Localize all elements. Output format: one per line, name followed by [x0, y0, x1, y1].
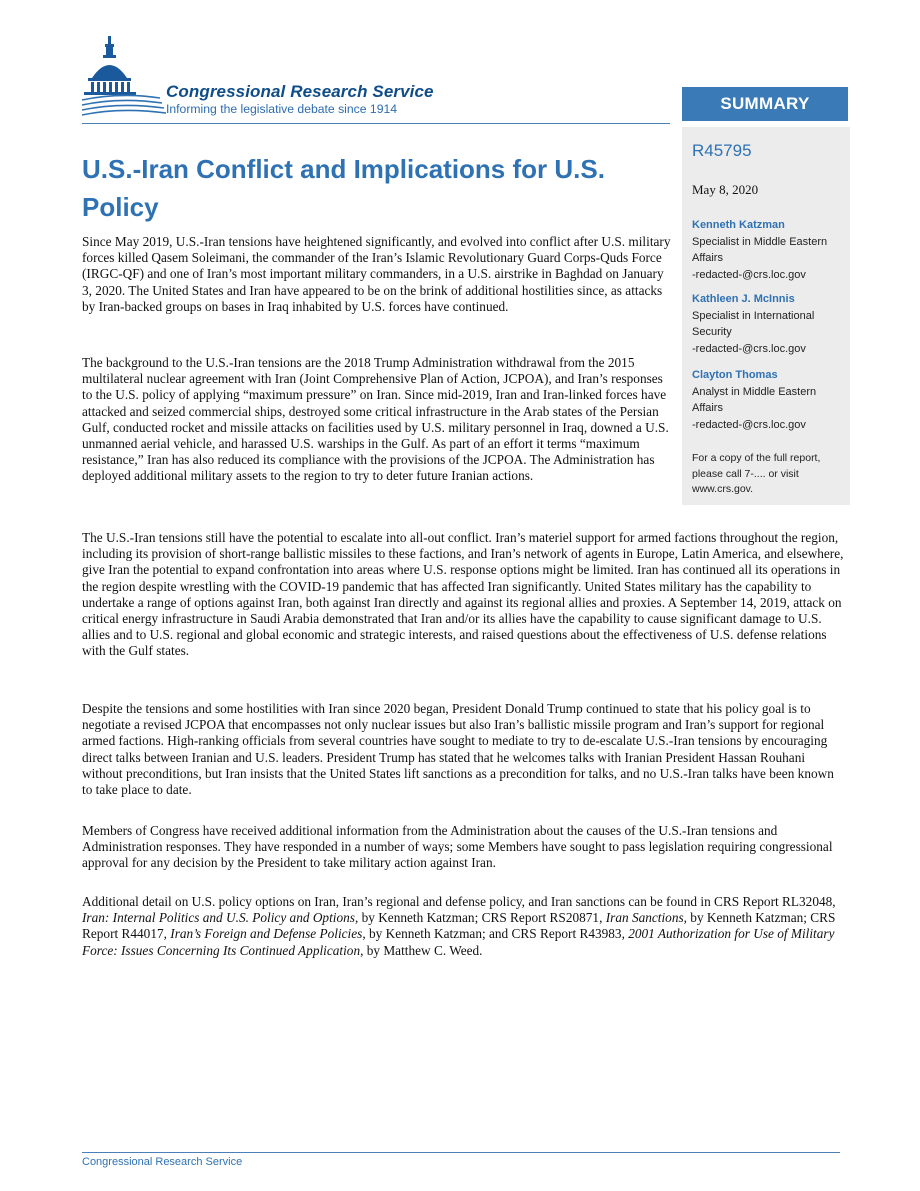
author-role: Analyst in Middle Eastern Affairs — [692, 385, 817, 414]
references-text: , by Kenneth Katzman; and CRS Report R43983, — [362, 926, 629, 942]
author-role: Specialist in International Security — [692, 309, 815, 338]
author-block — [692, 367, 844, 433]
references-text: , by Kenneth Katzman; CRS Report R44017, — [82, 910, 836, 942]
author-block — [692, 217, 844, 283]
footer-divider — [82, 1152, 840, 1153]
author-role: Specialist in Middle Eastern Affairs — [692, 235, 828, 264]
capitol-dome-icon — [80, 34, 180, 120]
copy-request-note: For a copy of the full report, please call 7-.... or visit www.crs.gov. — [692, 452, 821, 495]
summary-paragraph: Despite the tensions and some hostilities with Iran since 2020 began, President Donald Trump continued to state that his policy goal is to negotiate a revised JCPOA that encompasses not only nuclear issues but also Iran’s ballistic missile program and Iran’s support for regional armed factions. High-ranking officials from several countries have sought to mediate to try to de-escalate U.S.-Iran tensions by encouraging direct talks between Iranian and U.S. leaders. President Trump has stated that he welcomes talks with Iranian President Hassan Rouhani without preconditions, but Iran insists that the United States lift sanctions as a precondition for talks, and no U.S.-Iran talks have been known to take place to date. — [82, 701, 834, 798]
summary-paragraph: The U.S.-Iran tensions still have the potential to escalate into all-out conflict. Iran’s materiel support for armed factions throughout the region, including its provision of short-range ballistic missiles to these factions, and Iran’s network of agents in Europe, Latin America, and elsewhere, give Iran the potential to expand confrontation into areas where U.S. response options might be limited. Iran has continued all its operations in the region despite wrestling with the COVID-19 pandemic that has affected Iran significantly. United States military has the capability to undertake a range of options against Iran, both against Iran directly and against its regional allies and proxies. A September 14, 2019, attack on critical energy infrastructure in Saudi Arabia demonstrated that Iran and/or its allies have the capability to cause significant damage to U.S. allies and to U.S. regional and global economic and strategic interests, and raised questions about the effectiveness of U.S. defense relations with the Gulf states. — [82, 530, 844, 659]
footer-label: Congressional Research Service — [82, 1156, 243, 1168]
report-title-link[interactable]: Iran: Internal Politics and U.S. Policy and Options — [82, 910, 355, 926]
author-email[interactable]: -redacted-@crs.loc.gov — [692, 418, 806, 431]
references-text: , by Kenneth Katzman; CRS Report RS20871, — [354, 910, 606, 926]
page-title: U.S.-Iran Conflict and Implications for U.S. Policy — [82, 154, 605, 222]
author-name[interactable]: Kenneth Katzman — [692, 219, 785, 231]
report-title-link[interactable]: Iran’s Foreign and Defense Policies — [170, 926, 363, 942]
summary-paragraph: Members of Congress have received additional information from the Administration about the causes of the U.S.-Iran tensions and Administration responses. They have responded in a number of ways; some Members have sought to pass legislation requiring congressional approval for any decision by the President to take military action against Iran. — [82, 823, 833, 871]
author-email[interactable]: -redacted-@crs.loc.gov — [692, 342, 806, 355]
report-title-link[interactable]: 2001 Authorization for Use of Military Force: Issues Concerning Its Continued Application — [82, 926, 835, 958]
report-date: May 8, 2020 — [692, 182, 759, 197]
summary-paragraph: Since May 2019, U.S.-Iran tensions have heightened significantly, and evolved into conflict after U.S. military forces killed Qasem Soleimani, the commander of the Iran’s Islamic Revolutionary Guard Corps-Quds Force (IRGC-QF) and one of Iran’s most important military commanders, in a U.S. airstrike in Baghdad on January 3, 2020. The United States and Iran have appeared to be on the brink of additional hostilities since, as attacks by Iran-backed groups on bases in Iraq inhabited by U.S. forces have continued. — [82, 234, 671, 314]
references-text: Additional detail on U.S. policy options on Iran, Iran’s regional and defense policy, and Iran sanctions can be found in CRS Report RL32048, — [82, 894, 836, 909]
report-title-link[interactable]: Iran Sanctions — [605, 910, 684, 926]
author-email[interactable]: -redacted-@crs.loc.gov — [692, 268, 806, 281]
author-name[interactable]: Clayton Thomas — [692, 369, 778, 381]
references-text: , by Matthew C. Weed. — [360, 942, 483, 958]
header-divider — [82, 123, 670, 124]
summary-paragraph: The background to the U.S.-Iran tensions are the 2018 Trump Administration withdrawal from the 2015 multilateral nuclear agreement with Iran (Joint Comprehensive Plan of Action, JCPOA), and Iran’s responses to the U.S. policy of applying “maximum pressure” on Iran. Since mid-2019, Iran and Iran-linked forces have attacked and seized commercial ships, destroyed some critical infrastructure in the Arab states of the Persian Gulf, conducted rocket and missile attacks on facilities used by U.S. military personnel in Iraq, downed a U.S. unmanned aerial vehicle, and harassed U.S. warships in the Gulf. As part of an effort it terms “maximum resistance,” Iran has also reduced its compliance with the provisions of the JCPOA. The Administration has deployed additional military assets to the region to try to deter future Iranian actions. — [82, 355, 669, 484]
author-block — [692, 291, 844, 357]
org-name: Congressional Research Service — [166, 82, 434, 101]
summary-sidebar — [682, 127, 850, 505]
author-name[interactable]: Kathleen J. McInnis — [692, 293, 795, 305]
references-paragraph — [82, 894, 844, 959]
summary-banner: SUMMARY — [682, 87, 848, 121]
report-number: R45795 — [692, 141, 752, 160]
org-tagline: Informing the legislative debate since 1914 — [166, 102, 398, 116]
